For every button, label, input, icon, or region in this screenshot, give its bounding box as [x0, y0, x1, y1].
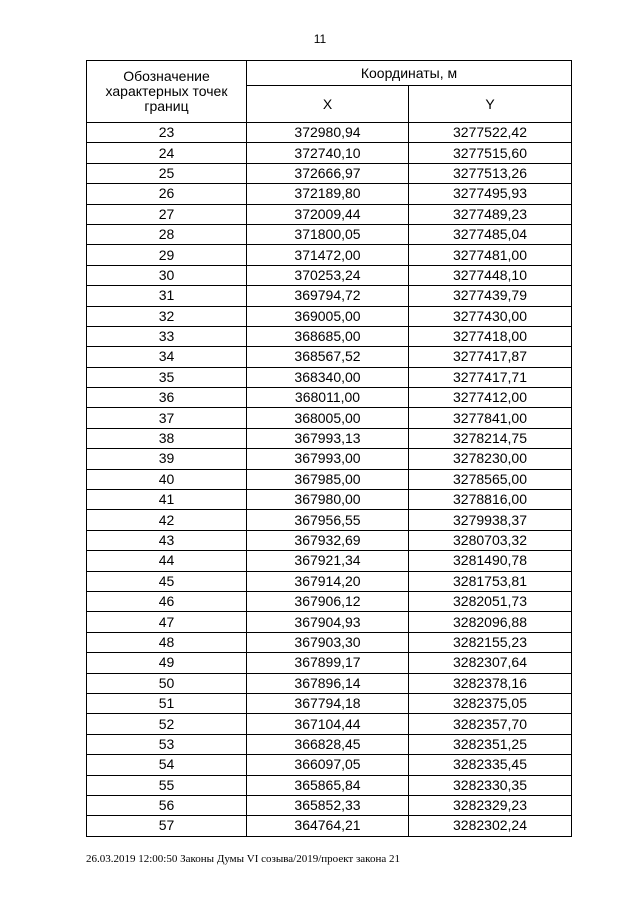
y-coordinate-cell: 3282096,88	[409, 612, 572, 632]
footer-stamp: 26.03.2019 12:00:50 Законы Думы VI созыва/2019/проект закона 21	[86, 853, 400, 865]
point-id-cell: 53	[87, 734, 247, 754]
x-coordinate-cell: 368567,52	[247, 347, 409, 367]
y-coordinate-cell: 3282329,23	[409, 795, 572, 815]
table-row	[87, 673, 572, 693]
point-id-cell: 52	[87, 714, 247, 734]
y-coordinate-cell: 3278214,75	[409, 428, 572, 448]
y-coordinate-cell: 3282378,16	[409, 673, 572, 693]
point-id-cell: 37	[87, 408, 247, 428]
y-coordinate-cell: 3282051,73	[409, 591, 572, 611]
x-coordinate-cell: 372009,44	[247, 204, 409, 224]
point-id-cell: 41	[87, 490, 247, 510]
point-id-cell: 42	[87, 510, 247, 530]
table-row	[87, 612, 572, 632]
y-coordinate-cell: 3282307,64	[409, 653, 572, 673]
x-coordinate-cell: 365865,84	[247, 775, 409, 795]
table-row	[87, 571, 572, 591]
point-id-cell: 33	[87, 326, 247, 346]
table-row	[87, 347, 572, 367]
point-id-cell: 35	[87, 367, 247, 387]
y-coordinate-cell: 3282335,45	[409, 755, 572, 775]
x-coordinate-cell: 367906,12	[247, 591, 409, 611]
table-row	[87, 530, 572, 550]
x-coordinate-cell: 372666,97	[247, 163, 409, 183]
y-coordinate-cell: 3281753,81	[409, 571, 572, 591]
point-id-cell: 34	[87, 347, 247, 367]
y-coordinate-cell: 3277439,79	[409, 286, 572, 306]
point-id-cell: 49	[87, 653, 247, 673]
table-row	[87, 143, 572, 163]
x-coordinate-cell: 367104,44	[247, 714, 409, 734]
x-coordinate-cell: 367904,93	[247, 612, 409, 632]
x-coordinate-cell: 367794,18	[247, 693, 409, 713]
header-y: Y	[409, 86, 572, 123]
x-coordinate-cell: 364764,21	[247, 816, 409, 836]
table-row	[87, 775, 572, 795]
x-coordinate-cell: 368005,00	[247, 408, 409, 428]
point-id-cell: 24	[87, 143, 247, 163]
y-coordinate-cell: 3278565,00	[409, 469, 572, 489]
point-id-cell: 55	[87, 775, 247, 795]
x-coordinate-cell: 365852,33	[247, 795, 409, 815]
table-row	[87, 551, 572, 571]
point-id-cell: 48	[87, 632, 247, 652]
y-coordinate-cell: 3277489,23	[409, 204, 572, 224]
point-id-cell: 43	[87, 530, 247, 550]
y-coordinate-cell: 3282155,23	[409, 632, 572, 652]
table-row	[87, 428, 572, 448]
point-id-cell: 44	[87, 551, 247, 571]
x-coordinate-cell: 372980,94	[247, 123, 409, 143]
y-coordinate-cell: 3279938,37	[409, 510, 572, 530]
point-id-cell: 26	[87, 184, 247, 204]
table-row	[87, 714, 572, 734]
table-row	[87, 388, 572, 408]
point-id-cell: 32	[87, 306, 247, 326]
point-id-cell: 40	[87, 469, 247, 489]
table-row	[87, 653, 572, 673]
point-id-cell: 31	[87, 286, 247, 306]
table-row	[87, 184, 572, 204]
x-coordinate-cell: 367956,55	[247, 510, 409, 530]
x-coordinate-cell: 372189,80	[247, 184, 409, 204]
table-row	[87, 510, 572, 530]
y-coordinate-cell: 3277513,26	[409, 163, 572, 183]
point-id-cell: 38	[87, 428, 247, 448]
x-coordinate-cell: 366097,05	[247, 755, 409, 775]
table-row	[87, 734, 572, 754]
point-id-cell: 56	[87, 795, 247, 815]
x-coordinate-cell: 367903,30	[247, 632, 409, 652]
point-id-cell: 45	[87, 571, 247, 591]
table-row	[87, 265, 572, 285]
table-row	[87, 490, 572, 510]
y-coordinate-cell: 3277522,42	[409, 123, 572, 143]
point-id-cell: 47	[87, 612, 247, 632]
y-coordinate-cell: 3282375,05	[409, 693, 572, 713]
y-coordinate-cell: 3277430,00	[409, 306, 572, 326]
x-coordinate-cell: 367896,14	[247, 673, 409, 693]
y-coordinate-cell: 3277412,00	[409, 388, 572, 408]
y-coordinate-cell: 3277481,00	[409, 245, 572, 265]
y-coordinate-cell: 3277495,93	[409, 184, 572, 204]
x-coordinate-cell: 367914,20	[247, 571, 409, 591]
table-row	[87, 693, 572, 713]
table-row	[87, 816, 572, 836]
y-coordinate-cell: 3282351,25	[409, 734, 572, 754]
table-row	[87, 286, 572, 306]
table-row	[87, 163, 572, 183]
x-coordinate-cell: 367993,00	[247, 449, 409, 469]
y-coordinate-cell: 3281490,78	[409, 551, 572, 571]
y-coordinate-cell: 3278230,00	[409, 449, 572, 469]
y-coordinate-cell: 3277418,00	[409, 326, 572, 346]
point-id-cell: 46	[87, 591, 247, 611]
table-row	[87, 449, 572, 469]
x-coordinate-cell: 367932,69	[247, 530, 409, 550]
y-coordinate-cell: 3282330,35	[409, 775, 572, 795]
table-row	[87, 245, 572, 265]
table-row	[87, 408, 572, 428]
x-coordinate-cell: 367899,17	[247, 653, 409, 673]
point-id-cell: 30	[87, 265, 247, 285]
x-coordinate-cell: 370253,24	[247, 265, 409, 285]
table-row	[87, 469, 572, 489]
point-id-cell: 28	[87, 224, 247, 244]
x-coordinate-cell: 368685,00	[247, 326, 409, 346]
y-coordinate-cell: 3277417,71	[409, 367, 572, 387]
table-row	[87, 755, 572, 775]
x-coordinate-cell: 367985,00	[247, 469, 409, 489]
table-row	[87, 204, 572, 224]
point-id-cell: 27	[87, 204, 247, 224]
x-coordinate-cell: 372740,10	[247, 143, 409, 163]
point-id-cell: 25	[87, 163, 247, 183]
table-body	[87, 123, 572, 837]
header-point-designation: Обозначение характерных точек границ	[87, 61, 247, 123]
y-coordinate-cell: 3282302,24	[409, 816, 572, 836]
x-coordinate-cell: 367993,13	[247, 428, 409, 448]
y-coordinate-cell: 3278816,00	[409, 490, 572, 510]
point-id-cell: 36	[87, 388, 247, 408]
table-row	[87, 795, 572, 815]
x-coordinate-cell: 369005,00	[247, 306, 409, 326]
table-row	[87, 367, 572, 387]
coordinates-table	[86, 60, 572, 837]
page-number: 11	[313, 32, 327, 46]
y-coordinate-cell: 3277448,10	[409, 265, 572, 285]
table-row	[87, 591, 572, 611]
header-x: X	[247, 86, 409, 123]
point-id-cell: 54	[87, 755, 247, 775]
table-row	[87, 326, 572, 346]
y-coordinate-cell: 3277417,87	[409, 347, 572, 367]
x-coordinate-cell: 367980,00	[247, 490, 409, 510]
point-id-cell: 29	[87, 245, 247, 265]
y-coordinate-cell: 3277515,60	[409, 143, 572, 163]
x-coordinate-cell: 367921,34	[247, 551, 409, 571]
y-coordinate-cell: 3282357,70	[409, 714, 572, 734]
point-id-cell: 51	[87, 693, 247, 713]
x-coordinate-cell: 366828,45	[247, 734, 409, 754]
point-id-cell: 57	[87, 816, 247, 836]
point-id-cell: 50	[87, 673, 247, 693]
x-coordinate-cell: 369794,72	[247, 286, 409, 306]
point-id-cell: 23	[87, 123, 247, 143]
y-coordinate-cell: 3280703,32	[409, 530, 572, 550]
header-coordinates: Координаты, м	[247, 61, 572, 86]
x-coordinate-cell: 371800,05	[247, 224, 409, 244]
table-row	[87, 632, 572, 652]
y-coordinate-cell: 3277841,00	[409, 408, 572, 428]
x-coordinate-cell: 368011,00	[247, 388, 409, 408]
y-coordinate-cell: 3277485,04	[409, 224, 572, 244]
table-row	[87, 224, 572, 244]
x-coordinate-cell: 368340,00	[247, 367, 409, 387]
table-row	[87, 306, 572, 326]
table-row	[87, 123, 572, 143]
point-id-cell: 39	[87, 449, 247, 469]
x-coordinate-cell: 371472,00	[247, 245, 409, 265]
